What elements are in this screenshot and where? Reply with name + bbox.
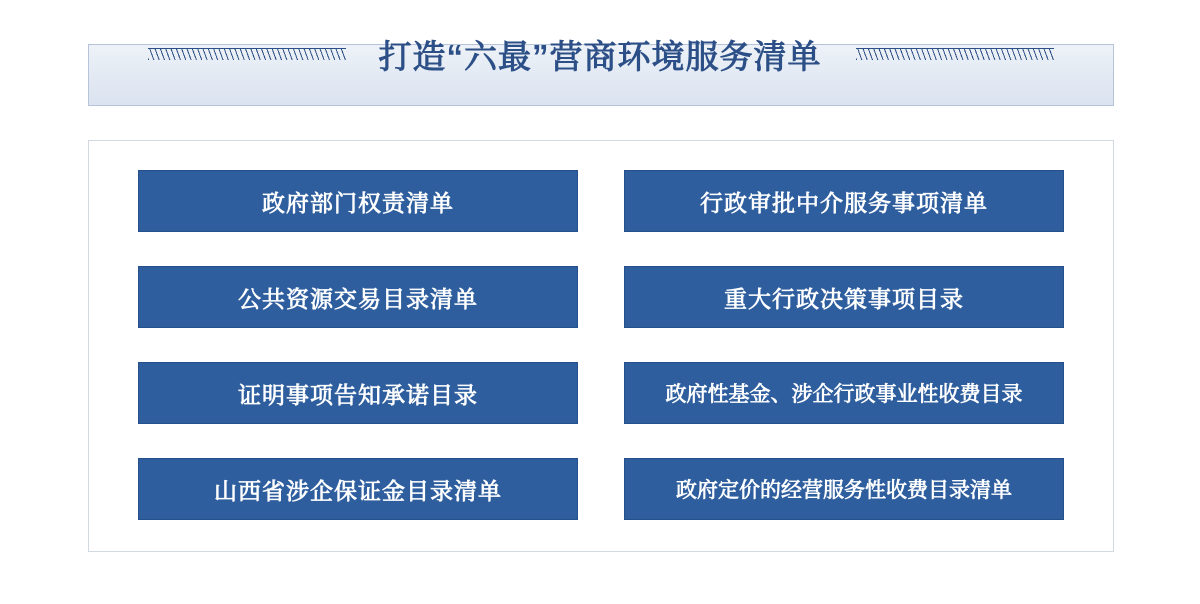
- page-title: 打造“六最”营商环境服务清单: [378, 38, 822, 75]
- list-item[interactable]: 公共资源交易目录清单: [138, 266, 578, 328]
- list-item[interactable]: 政府定价的经营服务性收费目录清单: [624, 458, 1064, 520]
- list-item[interactable]: 政府性基金、涉企行政事业性收费目录: [624, 362, 1064, 424]
- list-item[interactable]: 证明事项告知承诺目录: [138, 362, 578, 424]
- checklist-grid: [138, 170, 1064, 520]
- list-item[interactable]: 山西省涉企保证金目录清单: [138, 458, 578, 520]
- list-item[interactable]: 行政审批中介服务事项清单: [624, 170, 1064, 232]
- list-item[interactable]: 政府部门权责清单: [138, 170, 578, 232]
- list-item[interactable]: 重大行政决策事项目录: [624, 266, 1064, 328]
